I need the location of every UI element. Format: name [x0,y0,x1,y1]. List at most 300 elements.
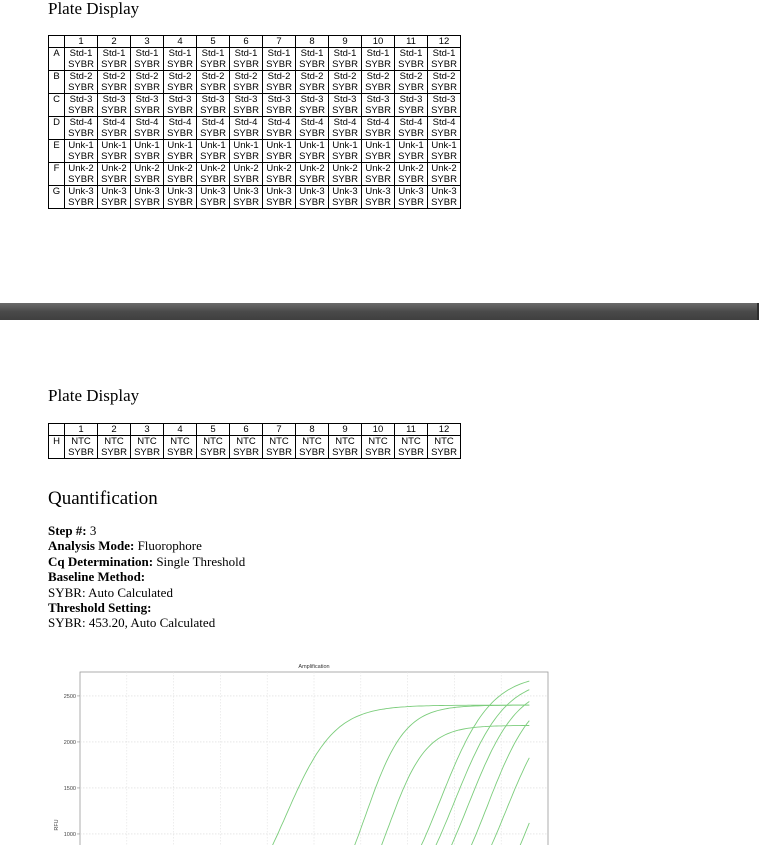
well-sample: NTC [203,436,223,447]
well-dye: SYBR [68,105,94,116]
well-sample: NTC [170,436,190,447]
well-sample: Unk-3 [101,186,127,197]
plate-well [395,71,428,94]
well-dye: SYBR [299,174,325,185]
quantification-settings [48,523,245,631]
well-sample: Std-4 [267,117,291,128]
well-sample: NTC [434,436,454,447]
well-sample: Unk-2 [167,163,193,174]
well-dye: SYBR [200,82,226,93]
plate-well [230,186,263,209]
well-dye: SYBR [134,128,160,139]
well-sample: Unk-2 [233,163,259,174]
well-dye: SYBR [431,197,457,208]
well-sample: Std-2 [168,71,192,82]
well-sample: Unk-2 [398,163,424,174]
well-sample: Unk-3 [398,186,424,197]
plate-well [197,94,230,117]
plate-header-row [49,36,461,48]
plate-well [197,71,230,94]
plate-well [65,140,98,163]
plate-column-header: 8 [296,424,329,436]
plate-column-header: 1 [65,424,98,436]
plate-well [230,436,263,459]
well-sample: Std-4 [201,117,225,128]
chart-title: Amplification [298,664,330,670]
plate-well [362,436,395,459]
well-dye: SYBR [431,174,457,185]
well-sample: Unk-2 [365,163,391,174]
well-dye: SYBR [266,151,292,162]
well-dye: SYBR [167,174,193,185]
plate-well [98,436,131,459]
plate-row [49,163,461,186]
well-dye: SYBR [233,59,259,70]
well-dye: SYBR [233,105,259,116]
well-sample: Std-4 [399,117,423,128]
well-sample: Unk-2 [431,163,457,174]
well-sample: Std-1 [432,48,456,59]
y-tick-label: 2500 [63,693,76,700]
plate-well [329,117,362,140]
plate-well [296,140,329,163]
well-dye: SYBR [233,151,259,162]
well-sample: Unk-2 [332,163,358,174]
plate-column-header: 5 [197,36,230,48]
well-sample: Unk-1 [332,140,358,151]
well-sample: Std-1 [201,48,225,59]
plate-well [98,186,131,209]
cq-value: Single Threshold [156,553,246,569]
well-sample: Std-1 [135,48,159,59]
plate-header-row [49,424,461,436]
well-sample: Std-3 [333,94,357,105]
well-sample: Unk-3 [200,186,226,197]
plate-row [49,94,461,117]
well-sample: Std-1 [168,48,192,59]
well-dye: SYBR [365,151,391,162]
plate-well [395,48,428,71]
well-dye: SYBR [332,197,358,208]
plate-well [131,186,164,209]
well-dye: SYBR [167,59,193,70]
well-sample: Unk-3 [365,186,391,197]
plate-well [263,163,296,186]
well-dye: SYBR [68,197,94,208]
well-dye: SYBR [266,174,292,185]
plate-column-header: 11 [395,36,428,48]
well-sample: Unk-1 [431,140,457,151]
plate-column-header: 1 [65,36,98,48]
well-dye: SYBR [101,174,127,185]
well-dye: SYBR [233,447,259,458]
well-dye: SYBR [332,174,358,185]
well-dye: SYBR [134,59,160,70]
well-sample: Unk-1 [134,140,160,151]
plate-well [428,117,461,140]
threshold-label: Threshold Setting: [48,600,152,616]
plate-well [362,71,395,94]
plate-well [197,186,230,209]
well-dye: SYBR [134,151,160,162]
well-sample: Std-2 [432,71,456,82]
plate-well [395,186,428,209]
well-dye: SYBR [200,128,226,139]
plate-well [428,186,461,209]
step-value: 3 [89,523,97,538]
plate-well [98,117,131,140]
well-dye: SYBR [365,197,391,208]
plate-well [395,94,428,117]
plate-well [197,140,230,163]
plate-column-header: 6 [230,36,263,48]
well-dye: SYBR [68,151,94,162]
plate-well [164,186,197,209]
plate-well [131,94,164,117]
well-sample: Std-2 [399,71,423,82]
well-sample: NTC [368,436,388,447]
well-dye: SYBR [332,447,358,458]
plate-column-header: 2 [98,36,131,48]
well-sample: Std-3 [300,94,324,105]
plate-row-header: D [49,117,65,140]
well-sample: Unk-3 [299,186,325,197]
plate-well [428,94,461,117]
plate-well [65,48,98,71]
plate-row-header: G [49,186,65,209]
well-dye: SYBR [101,82,127,93]
well-dye: SYBR [68,82,94,93]
plate-well [395,140,428,163]
well-sample: Std-4 [366,117,390,128]
plate-well [197,436,230,459]
well-sample: Unk-3 [167,186,193,197]
amplification-curve-9 [468,823,529,845]
well-dye: SYBR [266,447,292,458]
plate-well [65,71,98,94]
well-dye: SYBR [200,197,226,208]
well-dye: SYBR [398,82,424,93]
plate-well [98,94,131,117]
plate-well [131,436,164,459]
plate-well [428,140,461,163]
plate-row [49,117,461,140]
plate-well [263,436,296,459]
threshold-value: SYBR: 453.20, Auto Calculated [48,615,216,631]
well-sample: Unk-1 [167,140,193,151]
plate-well [65,186,98,209]
well-dye: SYBR [431,447,457,458]
well-dye: SYBR [167,128,193,139]
well-sample: Std-1 [399,48,423,59]
amplification-curve-3 [351,726,529,845]
well-sample: NTC [302,436,322,447]
plate-well [395,117,428,140]
well-sample: Std-3 [102,94,126,105]
well-sample: Unk-1 [233,140,259,151]
well-sample: NTC [335,436,355,447]
plate-row-header: H [49,436,65,459]
baseline-value: SYBR: Auto Calculated [48,584,173,600]
plate-well [362,117,395,140]
well-dye: SYBR [299,151,325,162]
well-sample: Std-4 [168,117,192,128]
plate-column-header: 12 [428,36,461,48]
plate-column-header: 2 [98,424,131,436]
plate-well [131,48,164,71]
baseline-row [48,569,245,584]
plate-well [197,163,230,186]
well-sample: Unk-2 [266,163,292,174]
plate-well [296,48,329,71]
plate-well [131,163,164,186]
plate-well [263,94,296,117]
plate-well [164,48,197,71]
baseline-label: Baseline Method: [48,569,146,585]
well-sample: Unk-1 [200,140,226,151]
plate-row-header: E [49,140,65,163]
well-dye: SYBR [431,59,457,70]
well-dye: SYBR [332,82,358,93]
well-sample: NTC [269,436,289,447]
well-dye: SYBR [365,59,391,70]
well-sample: Unk-1 [266,140,292,151]
plate-well [362,163,395,186]
well-dye: SYBR [200,447,226,458]
well-sample: Std-2 [135,71,159,82]
well-sample: Unk-2 [299,163,325,174]
analysis-mode-value: Fluorophore [137,538,202,554]
plate-well [329,48,362,71]
well-dye: SYBR [398,447,424,458]
plate-row-header: C [49,94,65,117]
plate-well [329,186,362,209]
well-dye: SYBR [398,105,424,116]
step-row [48,523,245,538]
plate-column-header: 6 [230,424,263,436]
well-sample: Std-2 [267,71,291,82]
well-sample: Std-3 [267,94,291,105]
well-sample: Std-1 [69,48,93,59]
well-dye: SYBR [398,174,424,185]
y-tick-label: 1000 [63,831,76,838]
well-dye: SYBR [134,447,160,458]
plate-well [296,186,329,209]
plate-display-title-2: Plate Display [48,386,140,405]
well-sample: Std-1 [300,48,324,59]
well-dye: SYBR [398,128,424,139]
well-sample: Std-2 [69,71,93,82]
well-sample: Std-2 [102,71,126,82]
plate-column-header: 4 [164,424,197,436]
cq-row [48,554,245,569]
well-dye: SYBR [431,82,457,93]
well-sample: Unk-1 [398,140,424,151]
plate-well [329,94,362,117]
well-dye: SYBR [167,151,193,162]
plate-column-header: 5 [197,424,230,436]
plate-well [428,71,461,94]
plate-well [296,163,329,186]
well-dye: SYBR [299,447,325,458]
plate-well [197,48,230,71]
plate-well [329,71,362,94]
well-sample: Unk-3 [266,186,292,197]
well-sample: NTC [236,436,256,447]
well-dye: SYBR [431,128,457,139]
well-dye: SYBR [233,128,259,139]
well-dye: SYBR [365,105,391,116]
plate-well [362,48,395,71]
well-sample: Unk-3 [431,186,457,197]
plate-row [49,436,461,459]
well-dye: SYBR [233,174,259,185]
plate-column-header: 7 [263,424,296,436]
well-dye: SYBR [266,82,292,93]
well-dye: SYBR [365,82,391,93]
plate-well [230,48,263,71]
plate-well [362,186,395,209]
well-sample: Unk-3 [134,186,160,197]
plate-well [230,117,263,140]
plate-well [164,94,197,117]
plate-well [263,48,296,71]
plate-display-title: Plate Display [48,0,140,18]
well-dye: SYBR [266,128,292,139]
well-dye: SYBR [101,105,127,116]
well-dye: SYBR [398,197,424,208]
well-sample: Unk-2 [134,163,160,174]
well-dye: SYBR [167,197,193,208]
threshold-row [48,600,245,615]
quantification-title: Quantification [48,488,158,509]
step-label: Step #: [48,523,87,538]
plate-corner-cell [49,424,65,436]
plate-column-header: 8 [296,36,329,48]
well-dye: SYBR [299,105,325,116]
y-tick-label: 1500 [63,785,76,792]
cq-label: Cq Determination: [48,553,154,569]
well-sample: Std-4 [432,117,456,128]
well-dye: SYBR [431,105,457,116]
plate-row [49,186,461,209]
well-dye: SYBR [431,151,457,162]
well-dye: SYBR [68,174,94,185]
well-dye: SYBR [134,174,160,185]
well-dye: SYBR [68,128,94,139]
plate-row [49,140,461,163]
well-sample: Std-4 [300,117,324,128]
well-dye: SYBR [332,151,358,162]
well-dye: SYBR [299,128,325,139]
well-sample: Unk-3 [332,186,358,197]
plate-row-header: F [49,163,65,186]
well-sample: Std-4 [333,117,357,128]
plate-well [131,140,164,163]
plate-well [296,117,329,140]
well-sample: NTC [104,436,124,447]
well-dye: SYBR [68,447,94,458]
plate-map-table-2 [48,423,461,459]
well-dye: SYBR [299,197,325,208]
well-dye: SYBR [332,128,358,139]
plate-row-header: A [49,48,65,71]
well-dye: SYBR [299,59,325,70]
plate-column-header: 11 [395,424,428,436]
plate-row-header: B [49,71,65,94]
plate-well [131,117,164,140]
analysis-mode-label: Analysis Mode: [48,538,135,554]
well-sample: Std-1 [234,48,258,59]
amplification-chart [0,655,759,845]
well-sample: Std-3 [366,94,390,105]
well-sample: Std-2 [333,71,357,82]
well-sample: Std-4 [69,117,93,128]
plate-well [263,117,296,140]
plate-well [164,436,197,459]
analysis-mode-row [48,538,245,553]
well-sample: Std-2 [234,71,258,82]
plate-well [98,140,131,163]
plate-well [98,48,131,71]
well-sample: Std-4 [102,117,126,128]
well-dye: SYBR [233,197,259,208]
plate-well [296,94,329,117]
plate-well [230,71,263,94]
well-dye: SYBR [167,447,193,458]
plate-well [296,71,329,94]
y-axis-label: RFU [54,819,60,831]
y-tick-label: 2000 [63,739,76,746]
plate-column-header: 9 [329,36,362,48]
plate-column-header: 12 [428,424,461,436]
plate-well [65,163,98,186]
plate-column-header: 4 [164,36,197,48]
plate-well [164,117,197,140]
well-dye: SYBR [68,59,94,70]
plate-well [263,140,296,163]
well-sample: NTC [401,436,421,447]
plate-well [362,94,395,117]
well-dye: SYBR [299,82,325,93]
well-sample: Std-3 [432,94,456,105]
plate-well [65,94,98,117]
amplification-curve-5 [403,690,529,845]
well-sample: Unk-2 [68,163,94,174]
well-dye: SYBR [266,197,292,208]
plate-row [49,71,461,94]
well-dye: SYBR [266,59,292,70]
well-sample: Std-2 [300,71,324,82]
well-sample: Std-4 [135,117,159,128]
well-sample: Unk-3 [233,186,259,197]
amplification-curve-7 [431,721,529,845]
well-sample: Std-3 [69,94,93,105]
plate-well [428,48,461,71]
well-sample: Std-3 [399,94,423,105]
well-dye: SYBR [200,151,226,162]
well-dye: SYBR [101,128,127,139]
well-sample: Std-2 [366,71,390,82]
well-dye: SYBR [200,105,226,116]
plate-well [230,163,263,186]
plate-well [428,436,461,459]
amplification-curve-6 [417,702,529,845]
well-dye: SYBR [101,197,127,208]
plate-column-header: 9 [329,424,362,436]
well-dye: SYBR [167,105,193,116]
well-dye: SYBR [332,105,358,116]
